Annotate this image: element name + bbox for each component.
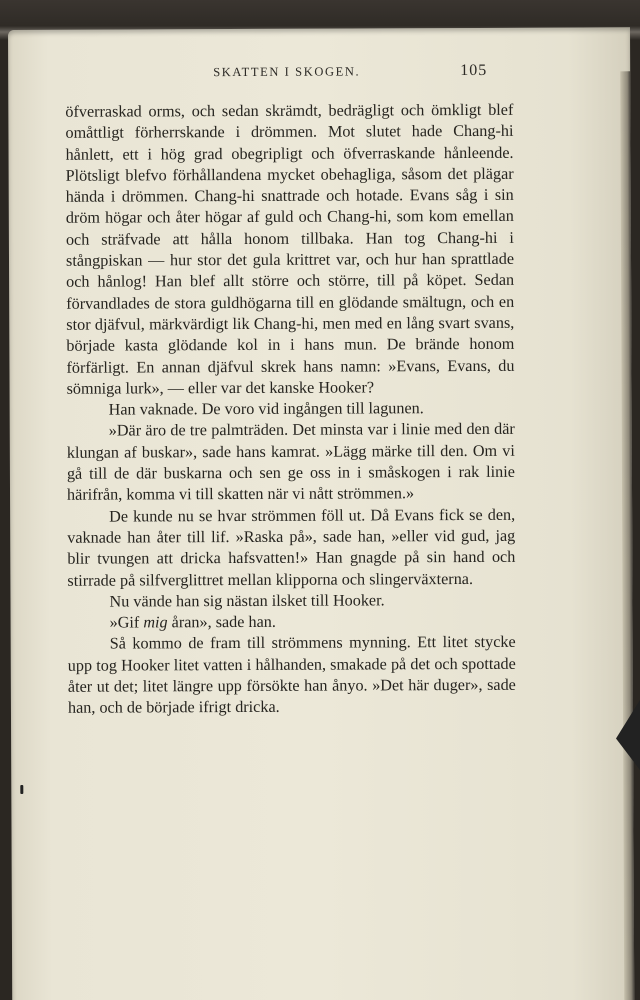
page-number: 105 bbox=[460, 61, 488, 80]
paragraph-3: »Där äro de tre palmträden. Det minsta var i linie med den där klungan af buskar», sade hans kamrat. »Lägg märke till den. Om vi gå till de där buskarna och sen ge oss in i småskogen i rak linie härifrån, komma vi till skatten när vi nått strömmen.» bbox=[66, 420, 515, 505]
running-title: SKATTEN I SKOGEN. bbox=[213, 64, 361, 80]
paragraph-6 bbox=[68, 611, 516, 634]
page-paper bbox=[8, 27, 634, 1000]
paragraph-2: Han vaknade. De voro vid ingången till lagunen. bbox=[108, 399, 424, 419]
emphasized-word: mig bbox=[143, 613, 168, 632]
paragraph-7: Så kommo de fram till strömmens mynning. Ett litet stycke upp tog Hooker litet vatten i hålhanden, smakade på det och spottade åter ut det; litet längre upp försökte han ånyo. »Det här duger», sade han, och de började ifrigt dricka. bbox=[67, 633, 516, 718]
margin-mark bbox=[20, 785, 23, 794]
paragraph-5: Nu vände han sig nästan ilsket till Hooker. bbox=[109, 591, 385, 611]
paragraph-4: De kunde nu se hvar strömmen föll ut. Då Evans fick se den, vaknade han åter till lif. »Raska på», sade han, »eller vid gud, jag blir tvungen att dricka hafsvatten!» Han gnagde på sin hand och stirrade på silfverglittret mellan klipporna och slingerväxterna. bbox=[67, 505, 516, 590]
paragraph-1: öfverraskad orms, och sedan skrämdt, bedrägligt och ömkligt blef omåttligt förherrskande i drömmen. Mot slutet hade Chang-hi hånlett, ett i hög grad obegripligt och öfverraskande hånleende. Plötsligt blefvo förhållandena mycket obehagliga, såsom det plägar hända i drömmen. Chang-hi snattrade och hotade. Evans såg i sin dröm högar och åter högar af guld och Chang-hi, som kom emellan och sträfvade att hålla honom tillbaka. Han tog Chang-hi i stångpiskan — hur stor det gula krittret var, och hur han sprattlade och hånlog! Han blef allt större och större, till på köpet. Sedan förvandlades de stora guldhögarna till en glödande smältugn, och en stor djäfvul, märkvärdigt lik Chang-hi, men med en lång svart svans, började kasta glödande kol in i hans mun. De brände honom förfärligt. En annan djäfvul skrek hans namn: »Evans, Evans, du sömniga lurk», — eller var det kanske Hooker? bbox=[65, 100, 515, 398]
page-edge bbox=[620, 71, 634, 1000]
paragraph-6-end: åran», sade han. bbox=[167, 612, 276, 632]
paragraph-6-start: »Gif bbox=[109, 613, 144, 632]
body-text bbox=[65, 100, 516, 720]
page-header bbox=[8, 59, 630, 102]
